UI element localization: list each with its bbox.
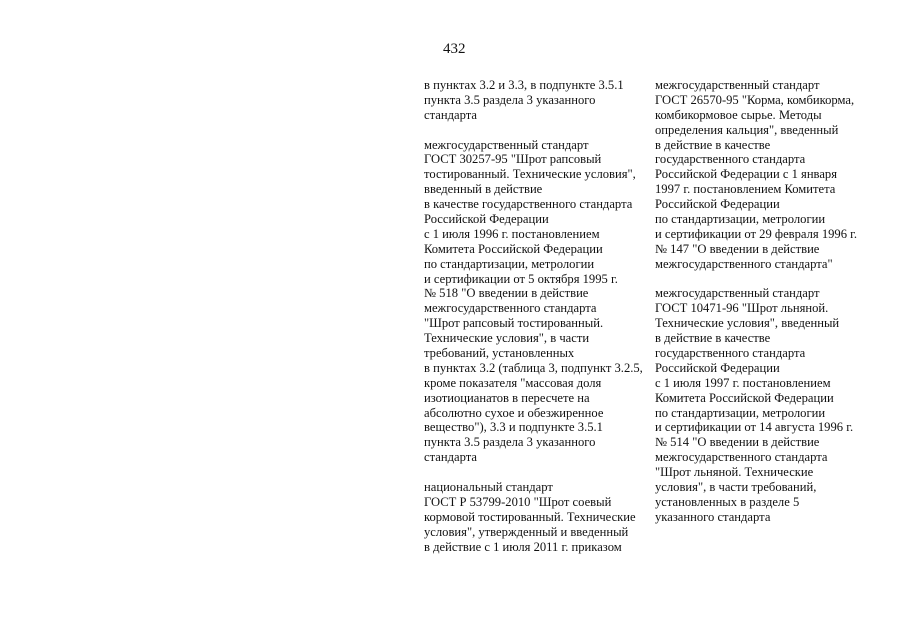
- right-column-text-line: определения кальция", введенный: [655, 122, 839, 137]
- left-column-text-line: тостированный. Технические условия",: [424, 167, 636, 182]
- left-column-paragraph-gap: [424, 123, 648, 138]
- left-column-text-line: требований, установленных: [424, 346, 575, 361]
- right-column-text-line: Российской Федерации: [655, 197, 780, 212]
- right-column-text-line: в действие в качестве: [655, 137, 771, 152]
- right-column-text-line: "Шрот льняной. Технические: [655, 465, 814, 480]
- left-column-text-line: пункта 3.5 раздела 3 указанного: [424, 435, 596, 450]
- right-column-text-line: межгосударственный стандарт: [655, 78, 820, 92]
- right-column-text-line: ГОСТ 10471-96 "Шрот льняной.: [655, 301, 829, 316]
- right-column-text-line: Технические условия", введенный: [655, 316, 840, 331]
- right-column-text-line: комбикормовое сырье. Методы: [655, 107, 822, 122]
- left-column-text-line: и сертификации от 5 октября 1995 г.: [424, 271, 618, 286]
- right-column-text-line: указанного стандарта: [655, 509, 771, 524]
- left-column-text-line: Технические условия", в части: [424, 331, 590, 346]
- right-column-text-line: по стандартизации, метрологии: [655, 405, 826, 420]
- left-column-text-line: Российской Федерации: [424, 212, 549, 227]
- left-column-text-line: изотиоцианатов в пересчете на: [424, 390, 590, 405]
- right-column-text-line: № 514 "О введении в действие: [655, 435, 820, 450]
- left-column-text-line: в пунктах 3.2 (таблица 3, подпункт 3.2.5,: [424, 360, 643, 375]
- right-column-text-line: по стандартизации, метрологии: [655, 212, 826, 227]
- right-column-text-line: 1997 г. постановлением Комитета: [655, 182, 836, 197]
- right-column-text-line: Российской Федерации: [655, 360, 780, 375]
- left-column-text-line: пункта 3.5 раздела 3 указанного: [424, 92, 596, 107]
- right-column-text-line: межгосударственного стандарта": [655, 256, 833, 271]
- right-column-text-line: № 147 "О введении в действие: [655, 241, 820, 256]
- right-column-text-line: ГОСТ 26570-95 "Корма, комбикорма,: [655, 92, 855, 107]
- left-column-text-line: "Шрот рапсовый тостированный.: [424, 316, 604, 331]
- left-column-text-line: Комитета Российской Федерации: [424, 241, 603, 256]
- left-column-text-line: по стандартизации, метрологии: [424, 256, 595, 271]
- right-column-paragraph-gap: [655, 272, 895, 287]
- left-column-text-line: в пунктах 3.2 и 3.3, в подпункте 3.5.1: [424, 78, 624, 92]
- right-column-text-line: и сертификации от 14 августа 1996 г.: [655, 420, 854, 435]
- left-column-text-line: кроме показателя "массовая доля: [424, 375, 602, 390]
- left-column-text-line: межгосударственного стандарта: [424, 301, 597, 316]
- left-column-text-line: стандарта: [424, 107, 477, 122]
- right-column-text-line: Комитета Российской Федерации: [655, 390, 834, 405]
- right-column-text-line: с 1 июля 1997 г. постановлением: [655, 375, 831, 390]
- left-column-text-line: введенный в действие: [424, 182, 543, 197]
- left-column-text-line: национальный стандарт: [424, 480, 553, 495]
- left-column-text-line: вещество"), 3.3 и подпункте 3.5.1: [424, 420, 603, 435]
- left-column-text-line: межгосударственный стандарт: [424, 137, 589, 152]
- left-column-text-line: ГОСТ Р 53799-2010 "Шрот соевый: [424, 494, 612, 509]
- left-column-text-line: ГОСТ 30257-95 "Шрот рапсовый: [424, 152, 602, 167]
- right-column-text-line: государственного стандарта: [655, 152, 806, 167]
- left-column-text-line: с 1 июля 1996 г. постановлением: [424, 226, 600, 241]
- left-column: [424, 78, 648, 555]
- left-column-text-line: кормовой тостированный. Технические: [424, 509, 636, 524]
- right-column: [655, 78, 895, 525]
- right-column-text-line: условия", в части требований,: [655, 480, 817, 495]
- right-column-text-line: межгосударственного стандарта: [655, 450, 828, 465]
- right-column-text-line: в действие в качестве: [655, 331, 771, 346]
- right-column-text-line: Российской Федерации с 1 января: [655, 167, 838, 182]
- right-column-text-line: государственного стандарта: [655, 346, 806, 361]
- page-number: 432: [443, 41, 466, 57]
- left-column-paragraph-gap: [424, 465, 648, 480]
- left-column-text-line: стандарта: [424, 450, 477, 465]
- right-column-text-line: межгосударственный стандарт: [655, 286, 820, 301]
- right-column-text-line: и сертификации от 29 февраля 1996 г.: [655, 226, 858, 241]
- left-column-text-line: в качестве государственного стандарта: [424, 197, 633, 212]
- left-column-text-line: условия", утвержденный и введенный: [424, 524, 629, 539]
- left-column-text-line: в действие с 1 июля 2011 г. приказом: [424, 539, 622, 554]
- left-column-text-line: абсолютно сухое и обезжиренное: [424, 405, 604, 420]
- left-column-text-line: № 518 "О введении в действие: [424, 286, 589, 301]
- right-column-text-line: установленных в разделе 5: [655, 494, 800, 509]
